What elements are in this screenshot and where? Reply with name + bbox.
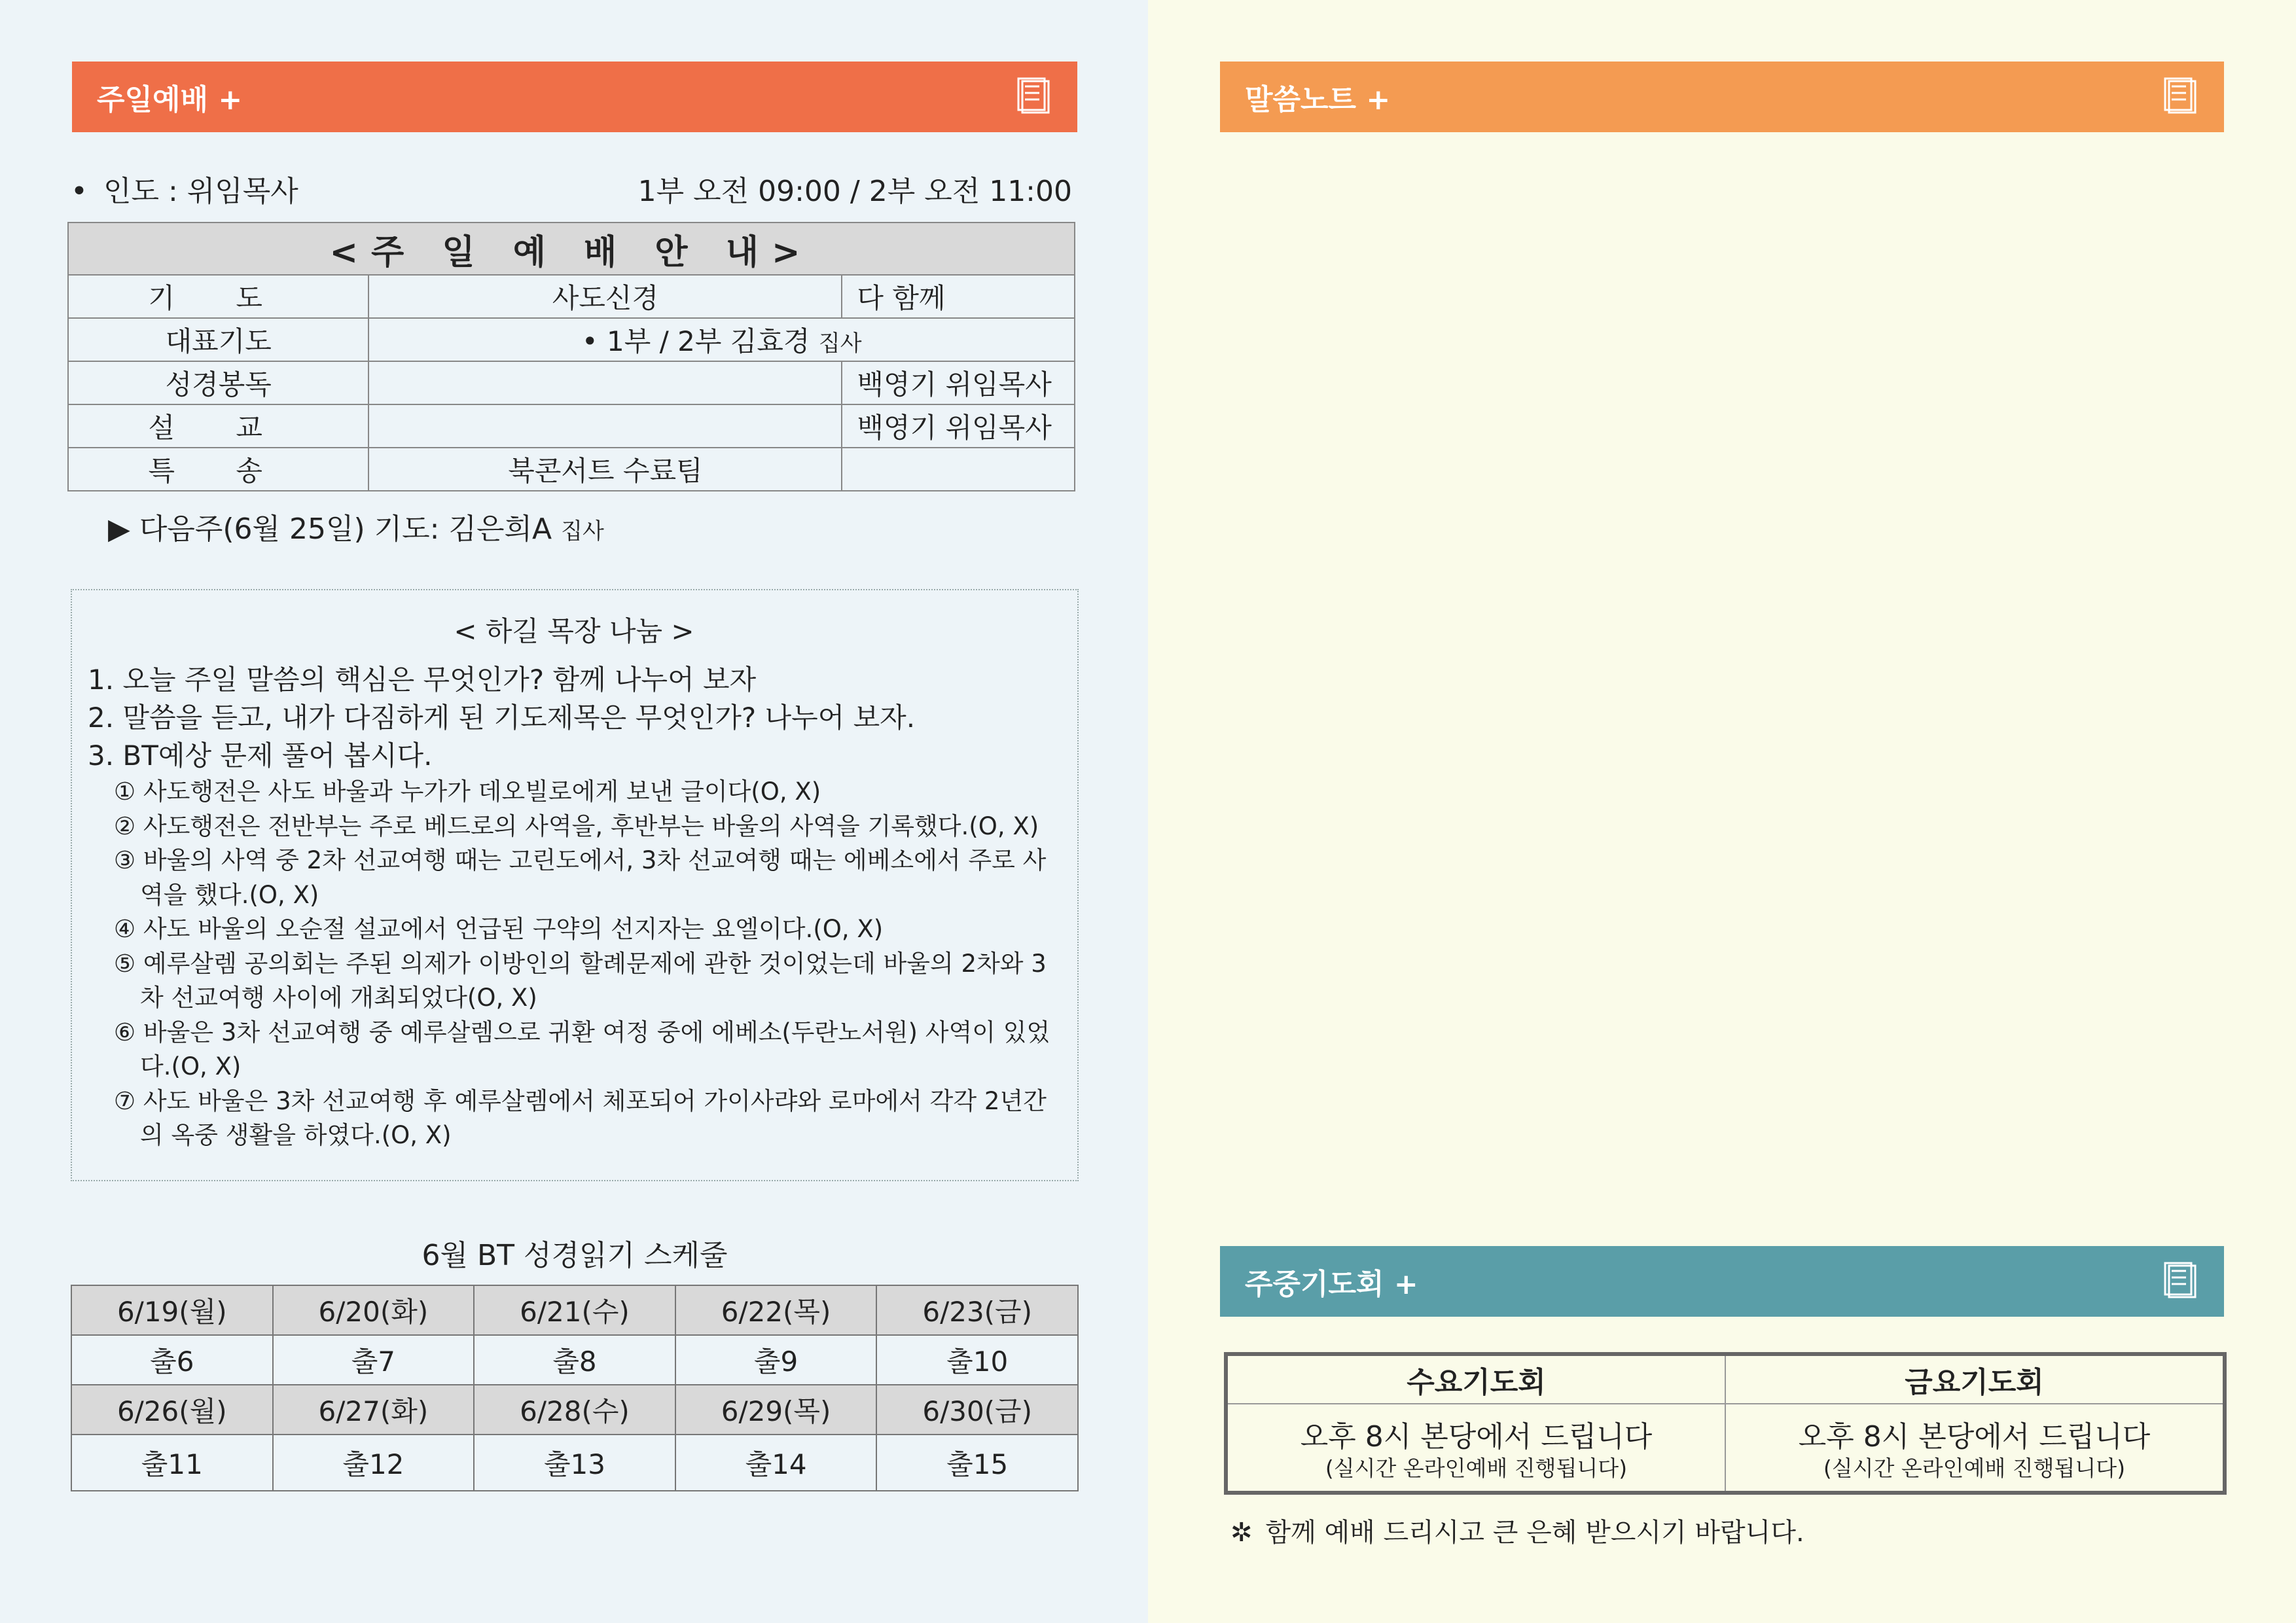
- worship-table-title: <주 일 예 배 안 내>: [68, 223, 1075, 275]
- table-row: [68, 361, 1075, 404]
- service-times: 1부 오전 09:00 / 2부 오전 11:00: [637, 175, 1072, 208]
- bt-schedule-title: 6월 BT 성경읽기 스케줄: [422, 1239, 728, 1272]
- reading-cell: 출6: [71, 1335, 273, 1385]
- date-cell: 6/27(화): [273, 1385, 475, 1435]
- bt-question: ④ 사도 바울의 오순절 설교에서 언급된 구약의 선지자는 요엘이다.(O, X): [114, 915, 884, 943]
- sharing-title: < 하길 목장 나눔 >: [454, 615, 694, 647]
- table-row: [71, 1285, 1078, 1335]
- row-content: [368, 361, 842, 404]
- table-row: [68, 448, 1075, 491]
- bt-question: ① 사도행전은 사도 바울과 누가가 데오빌로에게 보낸 글이다(O, X): [114, 777, 821, 806]
- date-cell: 6/19(월): [71, 1285, 273, 1335]
- reading-cell: 출8: [474, 1335, 675, 1385]
- reading-cell: 출15: [876, 1435, 1078, 1491]
- friday-title: 금요기도회: [1725, 1354, 2225, 1404]
- reading-cell: 출12: [273, 1435, 475, 1491]
- document-icon[interactable]: [2164, 77, 2199, 115]
- closing-note: [1230, 1512, 1804, 1549]
- row-label: 설 교: [68, 404, 368, 448]
- bt-question: ③ 바울의 사역 중 2차 선교여행 때는 고린도에서, 3차 선교여행 때는 에베소에서 주로 사역을 했다.(O, X): [114, 846, 1047, 909]
- table-row: [68, 275, 1075, 318]
- date-cell: 6/21(수): [474, 1285, 675, 1335]
- closing-text: 함께 예배 드리시고 큰 은혜 받으시기 바랍니다.: [1265, 1518, 1804, 1548]
- worship-header-label: 주일예배 +: [97, 83, 243, 116]
- row-by: 다 함께: [842, 275, 1075, 318]
- bullet-icon: •: [71, 175, 88, 208]
- row-content: 북콘서트 수료팀: [368, 448, 842, 491]
- wednesday-info: 오후 8시 본당에서 드립니다 (실시간 온라인예배 진행됩니다): [1226, 1404, 1725, 1493]
- date-cell: 6/30(금): [876, 1385, 1078, 1435]
- wednesday-title: 수요기도회: [1226, 1354, 1725, 1404]
- question-item: 2. 말씀을 듣고, 내가 다짐하게 된 기도제목은 무엇인가? 나누어 보자.: [88, 702, 916, 734]
- row-label: 성경봉독: [68, 361, 368, 404]
- row-content: [368, 404, 842, 448]
- next-week-text: 다음주(6월 25일) 기도: 김은희A: [139, 512, 552, 546]
- row-by: 백영기 위임목사: [842, 404, 1075, 448]
- date-cell: 6/29(목): [675, 1385, 877, 1435]
- table-row: [68, 318, 1075, 361]
- bt-question: ② 사도행전은 전반부는 주로 베드로의 사역을, 후반부는 바울의 사역을 기록했다.(O, X): [114, 812, 1039, 840]
- question-item: 1. 오늘 주일 말씀의 핵심은 무엇인가? 함께 나누어 보자: [88, 664, 757, 696]
- notes-header[interactable]: [1220, 62, 2224, 132]
- asterisk-icon: ✲: [1230, 1518, 1253, 1548]
- prayer-table: [1224, 1352, 2227, 1495]
- date-cell: 6/20(화): [273, 1285, 475, 1335]
- table-row: [71, 1385, 1078, 1435]
- table-row: [71, 1435, 1078, 1491]
- next-week-role: 집사: [561, 518, 604, 544]
- leader-line: [71, 169, 1072, 208]
- date-cell: 6/26(월): [71, 1385, 273, 1435]
- reading-cell: 출10: [876, 1335, 1078, 1385]
- reading-cell: 출14: [675, 1435, 877, 1491]
- reading-cell: 출11: [71, 1435, 273, 1491]
- worship-table: [67, 222, 1075, 491]
- date-cell: 6/22(목): [675, 1285, 877, 1335]
- row-by: 백영기 위임목사: [842, 361, 1075, 404]
- bt-question: ⑥ 바울은 3차 선교여행 중 예루살렘으로 귀환 여정 중에 에베소(두란노서원) 사역이 있었다.(O, X): [114, 1018, 1050, 1080]
- row-content: 사도신경: [368, 275, 842, 318]
- prayer-header[interactable]: [1220, 1246, 2224, 1317]
- row-label: 특 송: [68, 448, 368, 491]
- bt-question: ⑦ 사도 바울은 3차 선교여행 후 예루살렘에서 체포되어 가이사랴와 로마에서 각각 2년간의 옥중 생활을 하였다.(O, X): [114, 1086, 1047, 1149]
- table-row: [1226, 1404, 2225, 1493]
- sharing-box: [71, 589, 1079, 1181]
- question-item: 3. BT예상 문제 풀어 봅시다.: [88, 740, 433, 772]
- table-row: [71, 1335, 1078, 1385]
- date-cell: 6/28(수): [474, 1385, 675, 1435]
- leader-text: 인도 : 위임목사: [103, 175, 298, 208]
- reading-cell: 출7: [273, 1335, 475, 1385]
- reading-cell: 출13: [474, 1435, 675, 1491]
- table-row: [68, 404, 1075, 448]
- document-icon[interactable]: [2164, 1262, 2199, 1300]
- document-icon[interactable]: [1017, 77, 1052, 115]
- bt-schedule-table: [71, 1285, 1079, 1491]
- date-cell: 6/23(금): [876, 1285, 1078, 1335]
- prayer-header-label: 주중기도회 +: [1245, 1268, 1418, 1301]
- reading-cell: 출9: [675, 1335, 877, 1385]
- triangle-right-icon: ▶: [108, 512, 130, 546]
- table-row: [1226, 1354, 2225, 1404]
- row-content: • 1부 / 2부 김효경 집사: [368, 318, 1075, 361]
- notes-header-label: 말씀노트 +: [1245, 83, 1391, 116]
- bt-question: ⑤ 예루살렘 공의회는 주된 의제가 이방인의 할례문제에 관한 것이었는데 바울의 2차와 3차 선교여행 사이에 개최되었다(O, X): [114, 949, 1047, 1012]
- worship-header[interactable]: [72, 62, 1077, 132]
- row-label: 대표기도: [68, 318, 368, 361]
- row-by: [842, 448, 1075, 491]
- friday-info: 오후 8시 본당에서 드립니다 (실시간 온라인예배 진행됩니다): [1725, 1404, 2225, 1493]
- row-label: 기 도: [68, 275, 368, 318]
- next-week-prayer: [108, 505, 604, 547]
